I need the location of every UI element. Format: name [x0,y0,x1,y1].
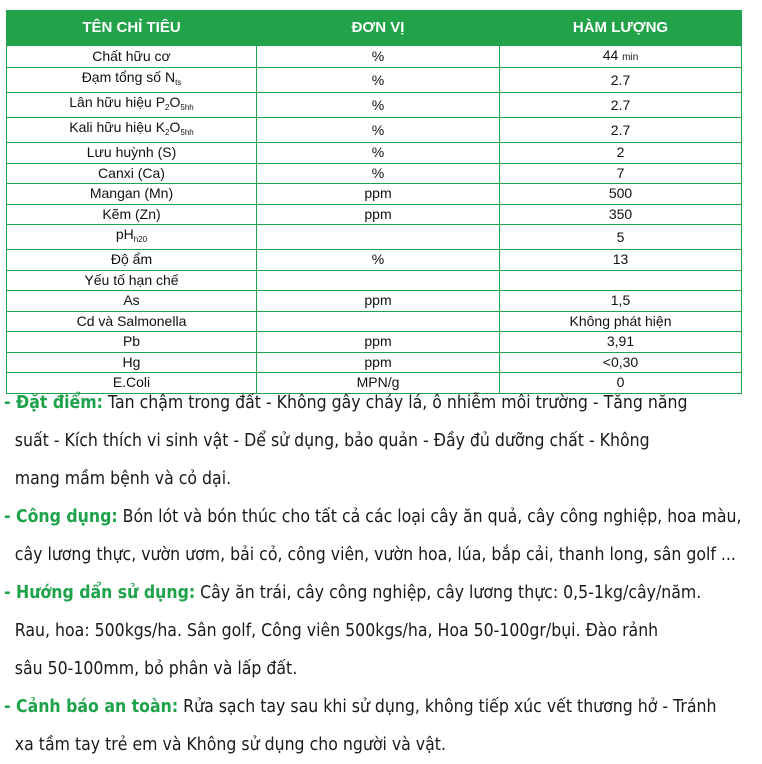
table-row [7,291,742,312]
row-unit: ppm [257,352,500,373]
row-value: Không phát hiện [500,311,742,332]
guide-text: Cây ăn trái, cây công nghiệp, cây lương thực: 0,5-1kg/cây/năm. [195,583,702,603]
table-row [7,225,742,250]
row-name: E.Coli [7,373,257,394]
header-value: HÀM LƯỢNG [500,11,742,46]
features-text: Tan chậm trong đất - Không gây cháy lá, ô nhiễm môi trường - Tăng năng [102,393,688,413]
header-unit: ĐƠN VỊ [257,11,500,46]
row-unit: % [257,163,500,184]
table-row [7,204,742,225]
table-row [7,93,742,118]
table-row [7,184,742,205]
guide-note [4,574,751,612]
row-unit: ppm [257,332,500,353]
row-value: 3,91 [500,332,742,353]
product-notes [4,384,751,764]
row-value: 1,5 [500,291,742,312]
features-label: - Đặt điểm: [4,393,103,413]
warning-note [4,688,751,726]
row-value: 350 [500,204,742,225]
table-row [7,68,742,93]
uses-text: Bón lót và bón thúc cho tất cả các loại cây ăn quả, cây công nghiệp, hoa màu, [117,507,742,527]
table-body [7,46,742,394]
row-name: Mangan (Mn) [7,184,257,205]
row-unit: % [257,93,500,118]
row-value: 500 [500,184,742,205]
row-unit: ppm [257,184,500,205]
row-unit: % [257,250,500,271]
table-row [7,352,742,373]
row-name: Lưu huỳnh (S) [7,143,257,164]
table-header-row [7,11,742,46]
table-row [7,250,742,271]
guide-label: - Hướng dẩn sử dụng: [4,583,196,603]
row-value: 44 min [500,46,742,68]
row-value: 13 [500,250,742,271]
warning-text: Rửa sạch tay sau khi sử dụng, không tiếp xúc vết thương hở - Tránh [178,697,717,717]
row-value: 2 [500,143,742,164]
table-row [7,46,742,68]
table-row [7,270,742,291]
features-line-3: mang mầm bệnh và cỏ dại. [14,469,232,489]
row-value: 2.7 [500,118,742,143]
row-unit [257,225,500,250]
row-unit: MPN/g [257,373,500,394]
guide-line-3: sâu 50-100mm, bỏ phân và lấp đất. [14,659,298,679]
row-unit [257,311,500,332]
row-value: 2.7 [500,68,742,93]
row-value: <0,30 [500,352,742,373]
row-name: Chất hữu cơ [7,46,257,68]
uses-note [4,498,751,536]
features-note [4,384,751,422]
row-name: Hg [7,352,257,373]
row-name: Kali hữu hiệu $K_2O_{5hh}$ [7,118,257,143]
row-name: Yếu tố hạn chế [7,270,257,291]
row-name: Pb [7,332,257,353]
row-name: Lân hữu hiệu $P_2O_{5hh}$ [7,93,257,118]
row-name: As [7,291,257,312]
row-name: $pH_{h20}$ [7,225,257,250]
warning-label: - Cảnh báo an toàn: [4,697,179,717]
features-line-2: suất - Kích thích vi sinh vật - Dể sử dụng, bảo quản - Đầy đủ dưỡng chất - Không [14,431,650,451]
warning-line-2: xa tầm tay trẻ em và Không sử dụng cho người và vật. [14,735,446,755]
row-value: 0 [500,373,742,394]
row-value: 5 [500,225,742,250]
row-name: Đạm tổng số $N_{ts}$ [7,68,257,93]
specification-table [6,10,742,394]
table-row [7,311,742,332]
row-unit: % [257,118,500,143]
guide-line-2: Rau, hoa: 500kgs/ha. Sân golf, Công viên 500kgs/ha, Hoa 50-100gr/bụi. Đào rảnh [14,621,659,641]
row-name: Kẽm (Zn) [7,204,257,225]
row-name: Canxi (Ca) [7,163,257,184]
row-unit: % [257,143,500,164]
table-row [7,163,742,184]
row-name: Độ ẩm [7,250,257,271]
table-row [7,143,742,164]
uses-label: - Công dụng: [4,507,118,527]
uses-line-2: cây lương thực, vườn ươm, bải cỏ, công viên, vườn hoa, lúa, bắp cải, thanh long, sân golf ... [14,545,736,565]
table-row [7,118,742,143]
row-unit: ppm [257,204,500,225]
header-name: TÊN CHỈ TIÊU [7,11,257,46]
row-unit: % [257,68,500,93]
row-value [500,270,742,291]
row-unit: ppm [257,291,500,312]
row-value: 7 [500,163,742,184]
row-name: Cd và Salmonella [7,311,257,332]
table-row [7,332,742,353]
row-value: 2.7 [500,93,742,118]
row-unit: % [257,46,500,68]
row-unit [257,270,500,291]
